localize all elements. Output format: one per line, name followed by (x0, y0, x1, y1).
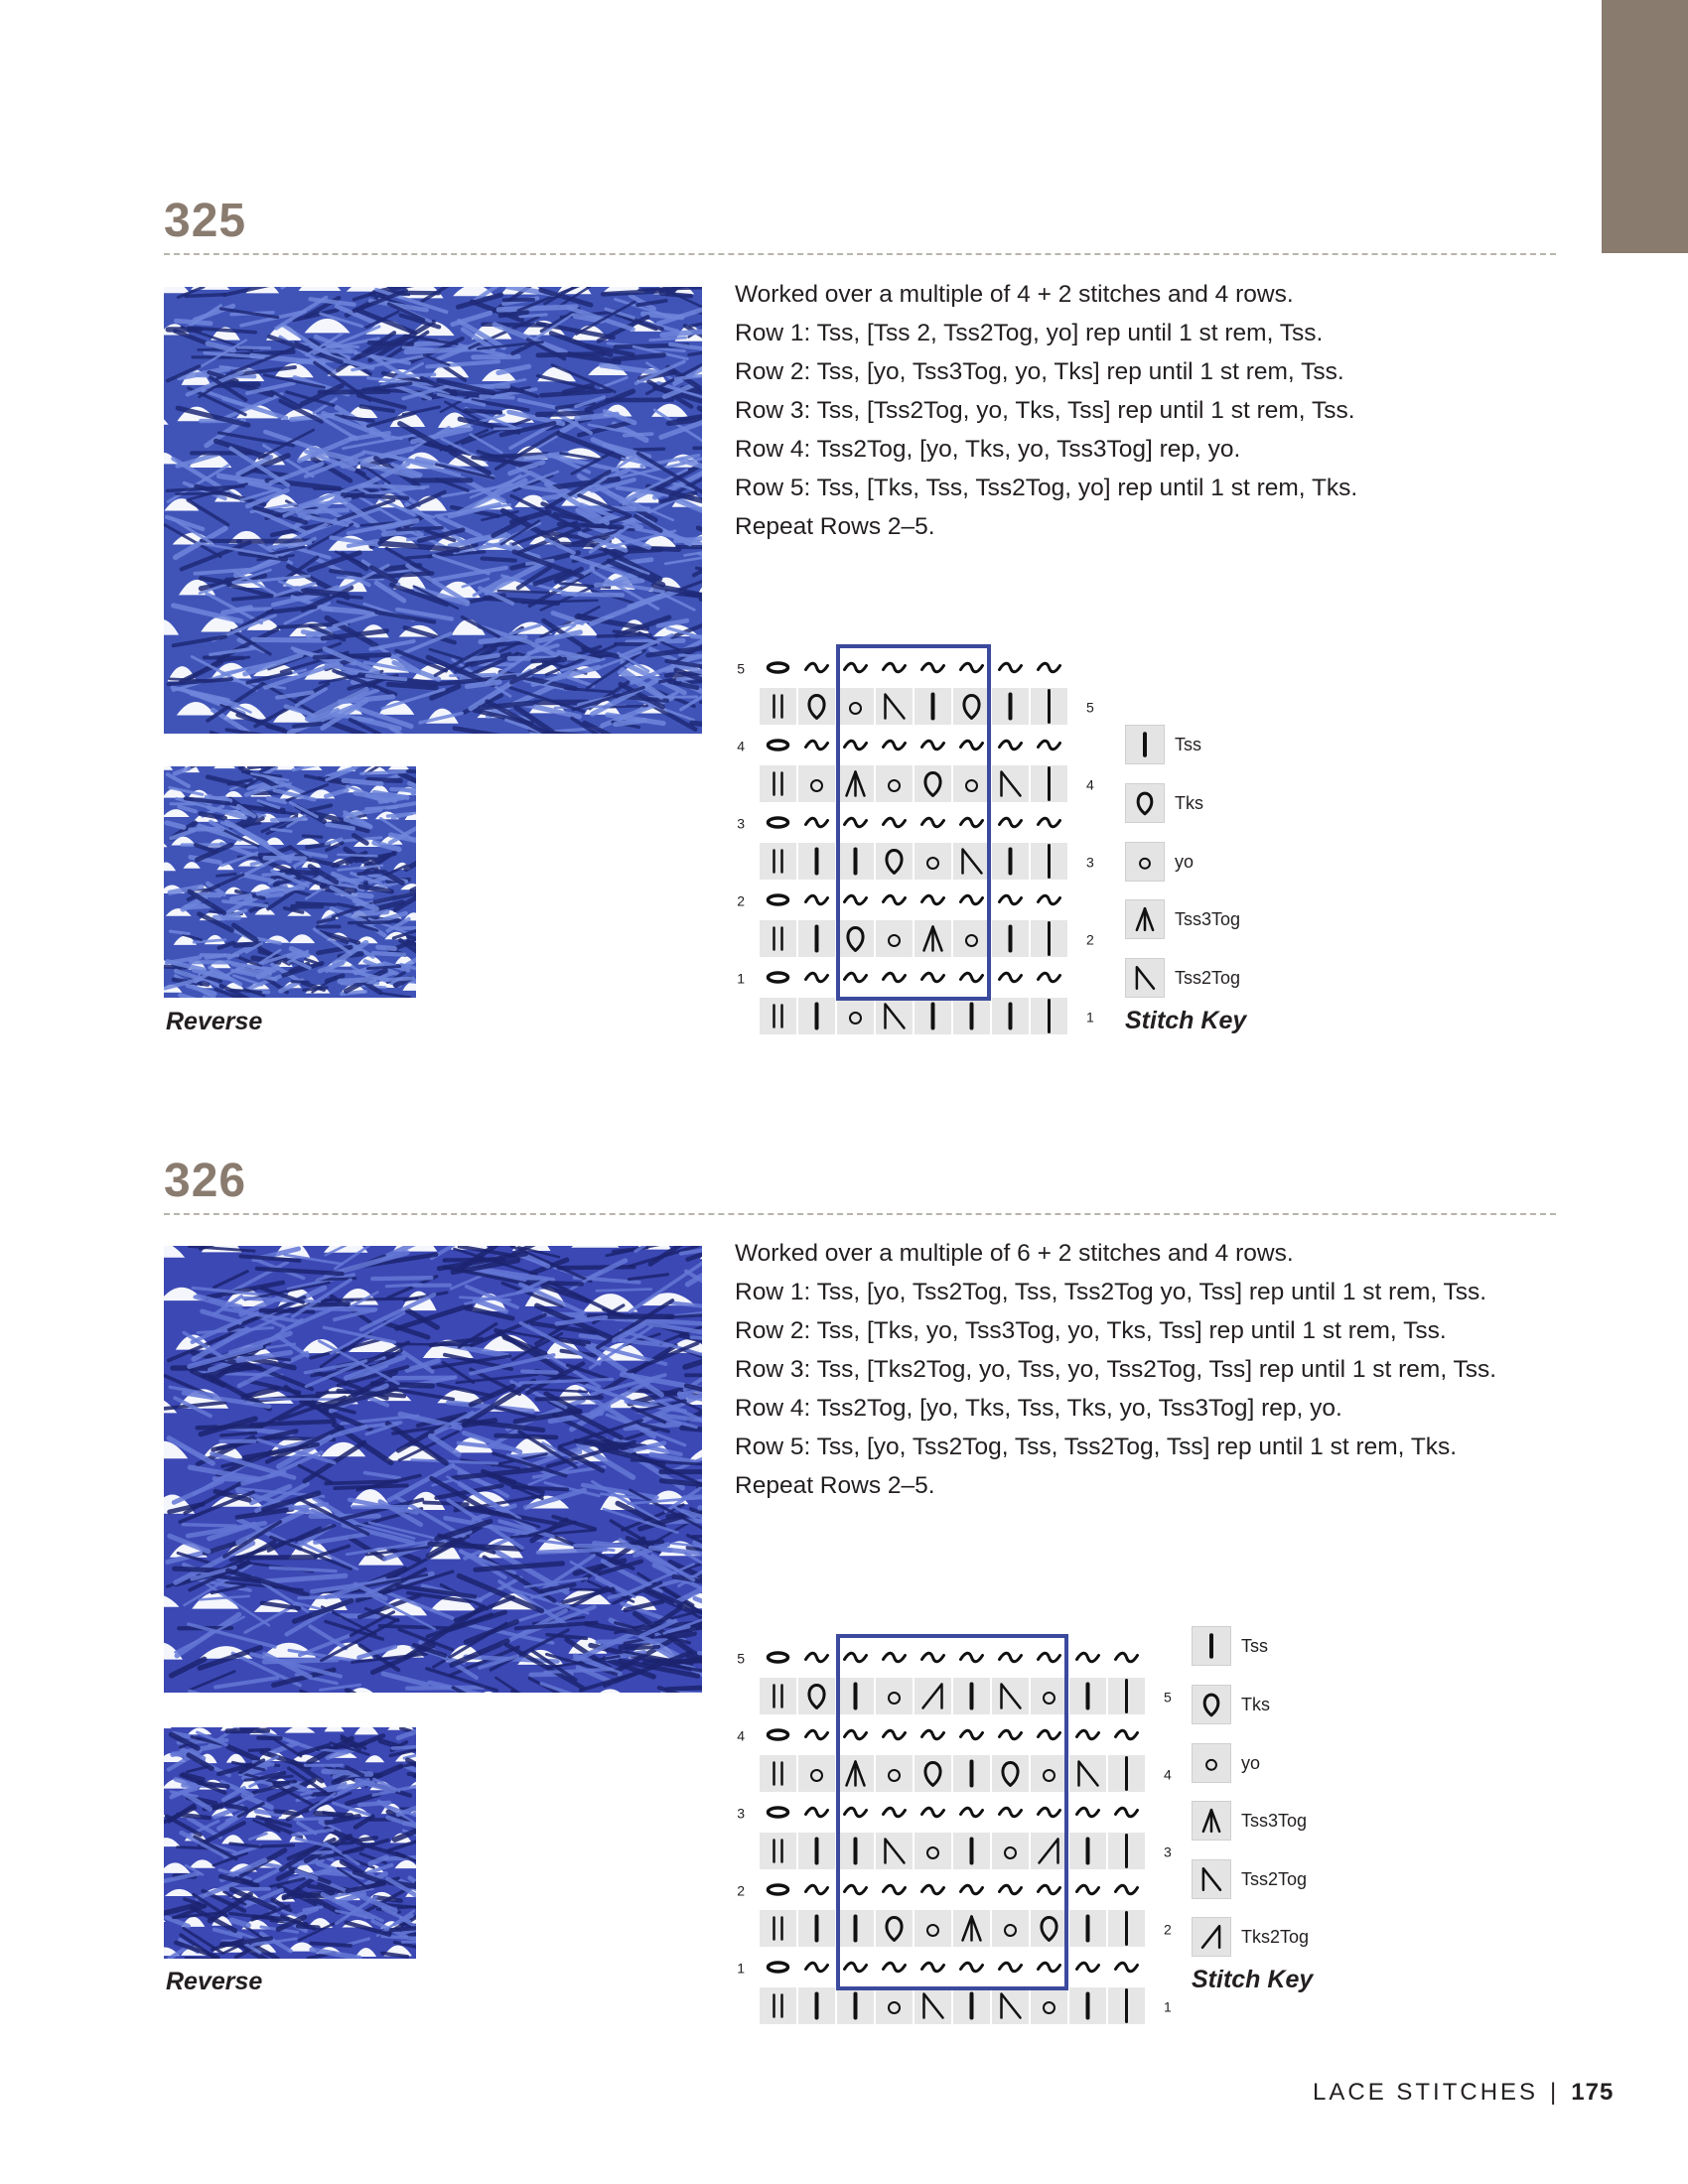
reverse-caption: Reverse (166, 1008, 263, 1035)
swatch-reverse-photo (164, 766, 416, 998)
chart-forward-row (760, 920, 1067, 957)
chart-cell-ret (1039, 895, 1060, 904)
chart-cell-ret (1000, 973, 1022, 982)
chart-cell-ret (806, 1808, 828, 1817)
instruction-line: Row 5: Tss, [yo, Tss2Tog, Tss, Tss2Tog, Tss] rep until 1 st rem, Tks. (735, 1433, 1458, 1460)
chart-forward-row (760, 1678, 1145, 1714)
chart-cell-ret (884, 741, 906, 750)
chart-forward-row (760, 998, 1067, 1034)
chart-forward-row (760, 1833, 1145, 1869)
row-number-left: 2 (737, 892, 745, 909)
chart-forward-row (760, 1910, 1145, 1947)
row-number-right: 3 (1086, 854, 1094, 871)
chart-cell-bg (876, 1755, 913, 1792)
chart-cell-ret (922, 973, 944, 982)
tks-icon (1125, 783, 1165, 823)
instruction-line: Row 5: Tss, [Tks, Tss, Tss2Tog, yo] rep until 1 st rem, Tks. (735, 475, 1358, 501)
chart-cell-ret (1000, 895, 1022, 904)
row-number-right: 2 (1164, 1921, 1172, 1938)
chart-cell-ret (961, 973, 983, 982)
chart-cell-bg (914, 1910, 951, 1947)
chart-cell-ret (884, 663, 906, 672)
chart-cell-ret (922, 1730, 944, 1739)
chart-return-row (769, 1730, 1138, 1739)
chart-cell-ret (884, 1963, 906, 1972)
chart-cell-ret (1077, 1653, 1099, 1662)
chart-cell-ret (1039, 1730, 1060, 1739)
section-divider (164, 253, 1556, 255)
chart-forward-row (760, 843, 1067, 880)
tks2tog-icon (1192, 1917, 1231, 1957)
instructions (735, 275, 1549, 546)
chart-cell-ret (845, 1885, 867, 1894)
chart-cell-bg (760, 688, 796, 725)
page-footer (1313, 2079, 1614, 2107)
chart-cell-ret (961, 1730, 983, 1739)
chart-forward-row (760, 1755, 1145, 1792)
row-number-right: 4 (1086, 776, 1094, 793)
chart-cell-bg (876, 765, 913, 802)
instruction-line: Row 1: Tss, [yo, Tss2Tog, Tss, Tss2Tog yo, Tss] rep until 1 st rem, Tss. (735, 1279, 1487, 1305)
instruction-line: Worked over a multiple of 4 + 2 stitches and 4 rows. (735, 281, 1294, 308)
tks-icon (1192, 1685, 1231, 1724)
instruction-line: Repeat Rows 2–5. (735, 1472, 935, 1499)
chart-cell-bg (1031, 1678, 1067, 1714)
page-number: 175 (1571, 2079, 1615, 2106)
chart-cell-ret (1000, 1808, 1022, 1817)
instruction-line: Row 4: Tss2Tog, [yo, Tks, Tss, Tks, yo, Tss3Tog] rep, yo. (735, 1395, 1342, 1422)
chart-cell-ret (922, 1885, 944, 1894)
row-number-right: 2 (1086, 931, 1094, 948)
stitch-chart-svg (725, 1630, 1186, 2041)
chart-cell-end (769, 741, 788, 750)
yo-icon (1125, 842, 1165, 882)
chart-cell-bg (760, 765, 796, 802)
chart-cell-ret (922, 741, 944, 750)
chart-cell-bg (798, 1755, 835, 1792)
chart-cell-ret (1116, 1730, 1138, 1739)
chart-cell-ret (961, 663, 983, 672)
pattern-number: 326 (164, 1155, 247, 1207)
instruction-line: Worked over a multiple of 6 + 2 stitches and 4 rows. (735, 1240, 1294, 1267)
chart-return-row (769, 895, 1060, 904)
chart-cell-ret (961, 818, 983, 827)
chart-cell-ret (845, 818, 867, 827)
chart-cell-ret (1116, 1653, 1138, 1662)
stitch-chart (725, 640, 1108, 1051)
row-number-right: 1 (1086, 1009, 1094, 1025)
instruction-line: Repeat Rows 2–5. (735, 513, 935, 540)
instructions (735, 1234, 1549, 1505)
chart-cell-bg (953, 920, 990, 957)
instruction-line: Row 1: Tss, [Tss 2, Tss2Tog, yo] rep until 1 st rem, Tss. (735, 320, 1324, 346)
chart-cell-ret (1000, 1963, 1022, 1972)
chart-cell-ret (961, 895, 983, 904)
chart-return-row (769, 1808, 1138, 1817)
chart-cell-ret (961, 1653, 983, 1662)
row-number-right: 1 (1164, 1998, 1172, 2015)
chart-cell-ret (922, 1808, 944, 1817)
chart-cell-end (769, 663, 788, 672)
chart-cell-ret (806, 1963, 828, 1972)
chart-cell-end (769, 1963, 788, 1972)
instruction-line: Row 3: Tss, [Tks2Tog, yo, Tss, yo, Tss2Tog, Tss] rep until 1 st rem, Tss. (735, 1356, 1497, 1383)
chart-cell-ret (1039, 1653, 1060, 1662)
chart-cell-end (769, 1730, 788, 1739)
chart-cell-end (769, 818, 788, 827)
chart-cell-ret (1000, 1885, 1022, 1894)
chart-cell-ret (1039, 1808, 1060, 1817)
footer-separator: | (1550, 2079, 1560, 2106)
stitch-chart (725, 1630, 1186, 2041)
chart-cell-ret (922, 1653, 944, 1662)
chart-cell-ret (1116, 1808, 1138, 1817)
chart-cell-ret (922, 818, 944, 827)
chart-cell-ret (961, 1885, 983, 1894)
instruction-line: Row 3: Tss, [Tss2Tog, yo, Tks, Tss] rep until 1 st rem, Tss. (735, 397, 1355, 424)
chart-forward-row (760, 1987, 1145, 2024)
chart-cell-end (769, 895, 788, 904)
chart-forward-row (760, 765, 1067, 802)
chart-cell-ret (806, 663, 828, 672)
chart-return-row (769, 1885, 1138, 1894)
chart-cell-ret (1039, 973, 1060, 982)
chart-cell-ret (884, 895, 906, 904)
chart-cell-end (769, 1808, 788, 1817)
chart-cell-ret (1077, 1963, 1099, 1972)
row-number-right: 5 (1164, 1689, 1172, 1706)
chart-cell-ret (884, 1730, 906, 1739)
chart-cell-ret (806, 741, 828, 750)
chart-cell-ret (884, 1885, 906, 1894)
chart-cell-ret (1077, 1885, 1099, 1894)
chart-return-row (769, 818, 1060, 827)
chart-cell-ret (1039, 818, 1060, 827)
chart-cell-ret (806, 1653, 828, 1662)
instruction-line: Row 4: Tss2Tog, [yo, Tks, yo, Tss3Tog] rep, yo. (735, 436, 1241, 463)
yo-icon (1192, 1743, 1231, 1783)
row-number-left: 4 (737, 1727, 745, 1744)
chart-cell-ret (1039, 1963, 1060, 1972)
row-number-right: 4 (1164, 1766, 1172, 1783)
chart-cell-bg (760, 1678, 796, 1714)
swatch-photo (164, 287, 702, 734)
row-number-left: 1 (737, 970, 745, 987)
chart-cell-ret (1116, 1963, 1138, 1972)
chart-cell-ret (1077, 1808, 1099, 1817)
chart-return-row (769, 973, 1060, 982)
chapter-tab (1602, 0, 1688, 253)
chart-cell-ret (806, 973, 828, 982)
swatch-reverse-photo (164, 1727, 416, 1959)
chart-cell-bg (837, 998, 874, 1034)
chart-cell-bg (992, 1833, 1029, 1869)
chart-cell-ret (845, 895, 867, 904)
row-number-left: 5 (737, 1650, 745, 1667)
stitch-key-title: Stitch Key (1192, 1966, 1314, 1993)
chart-cell-ret (961, 1963, 983, 1972)
instruction-line: Row 2: Tss, [yo, Tss3Tog, yo, Tks] rep until 1 st rem, Tss. (735, 358, 1344, 385)
chart-return-row (769, 663, 1060, 672)
swatch-photo (164, 1246, 702, 1693)
chart-cell-end (769, 1885, 788, 1894)
chart-cell-ret (1077, 1730, 1099, 1739)
reverse-caption: Reverse (166, 1968, 263, 1995)
stitch-key-title: Stitch Key (1125, 1007, 1247, 1034)
chart-cell-ret (806, 1730, 828, 1739)
chart-cell-ret (961, 1808, 983, 1817)
chart-cell-ret (845, 973, 867, 982)
chart-cell-ret (806, 818, 828, 827)
chart-cell-bg (760, 843, 796, 880)
tss-icon (1192, 1626, 1231, 1666)
row-number-left: 3 (737, 815, 745, 832)
chart-cell-ret (1039, 1885, 1060, 1894)
tss3tog-icon (1125, 899, 1165, 939)
chart-cell-bg (914, 843, 951, 880)
chart-cell-ret (845, 741, 867, 750)
stitch-chart-svg (725, 640, 1108, 1051)
chart-return-row (769, 741, 1060, 750)
chart-forward-row (760, 688, 1067, 725)
tss2tog-icon (1192, 1859, 1231, 1899)
chart-return-row (769, 1653, 1138, 1662)
row-number-right: 3 (1164, 1843, 1172, 1860)
tss-icon (1125, 725, 1165, 764)
chart-cell-end (769, 973, 788, 982)
chart-cell-ret (1000, 663, 1022, 672)
chart-cell-ret (845, 1808, 867, 1817)
chart-cell-bg (760, 1755, 796, 1792)
chart-cell-ret (806, 895, 828, 904)
chart-cell-bg (992, 1910, 1029, 1947)
chart-cell-ret (884, 1808, 906, 1817)
chart-cell-bg (1031, 1755, 1067, 1792)
row-number-left: 2 (737, 1882, 745, 1899)
chart-cell-ret (1000, 1730, 1022, 1739)
chart-cell-ret (1116, 1885, 1138, 1894)
chart-cell-ret (845, 1963, 867, 1972)
chart-cell-ret (845, 1730, 867, 1739)
pattern-number: 325 (164, 195, 247, 247)
chart-cell-ret (961, 741, 983, 750)
chart-cell-ret (884, 1653, 906, 1662)
chart-cell-ret (884, 818, 906, 827)
instruction-line: Row 2: Tss, [Tks, yo, Tss3Tog, yo, Tks, Tss] rep until 1 st rem, Tss. (735, 1317, 1447, 1344)
chart-cell-ret (1039, 741, 1060, 750)
chart-cell-bg (876, 920, 913, 957)
chart-cell-bg (914, 1833, 951, 1869)
row-number-left: 3 (737, 1805, 745, 1822)
chart-cell-ret (1000, 1653, 1022, 1662)
chart-cell-ret (1039, 663, 1060, 672)
chart-cell-ret (922, 663, 944, 672)
chart-cell-bg (953, 765, 990, 802)
chart-cell-bg (837, 688, 874, 725)
chart-cell-ret (922, 895, 944, 904)
chart-cell-bg (760, 998, 796, 1034)
chart-cell-bg (760, 920, 796, 957)
row-number-left: 1 (737, 1960, 745, 1977)
row-number-left: 5 (737, 660, 745, 677)
chart-cell-bg (1031, 1987, 1067, 2024)
chart-cell-ret (1000, 818, 1022, 827)
tss2tog-icon (1125, 958, 1165, 998)
chart-cell-bg (760, 1910, 796, 1947)
chart-cell-end (769, 1653, 788, 1662)
footer-section-title: LACE STITCHES (1313, 2079, 1539, 2106)
chart-cell-bg (760, 1833, 796, 1869)
row-number-right: 5 (1086, 699, 1094, 716)
chart-cell-ret (806, 1885, 828, 1894)
chart-cell-bg (760, 1987, 796, 2024)
chart-cell-ret (922, 1963, 944, 1972)
tss3tog-icon (1192, 1801, 1231, 1841)
chart-cell-ret (845, 1653, 867, 1662)
chart-cell-ret (884, 973, 906, 982)
chart-cell-bg (876, 1987, 913, 2024)
chart-cell-bg (798, 765, 835, 802)
chart-cell-bg (876, 1678, 913, 1714)
chart-return-row (769, 1963, 1138, 1972)
row-number-left: 4 (737, 738, 745, 754)
chart-cell-ret (1000, 741, 1022, 750)
section-divider (164, 1213, 1556, 1215)
chart-cell-ret (845, 663, 867, 672)
